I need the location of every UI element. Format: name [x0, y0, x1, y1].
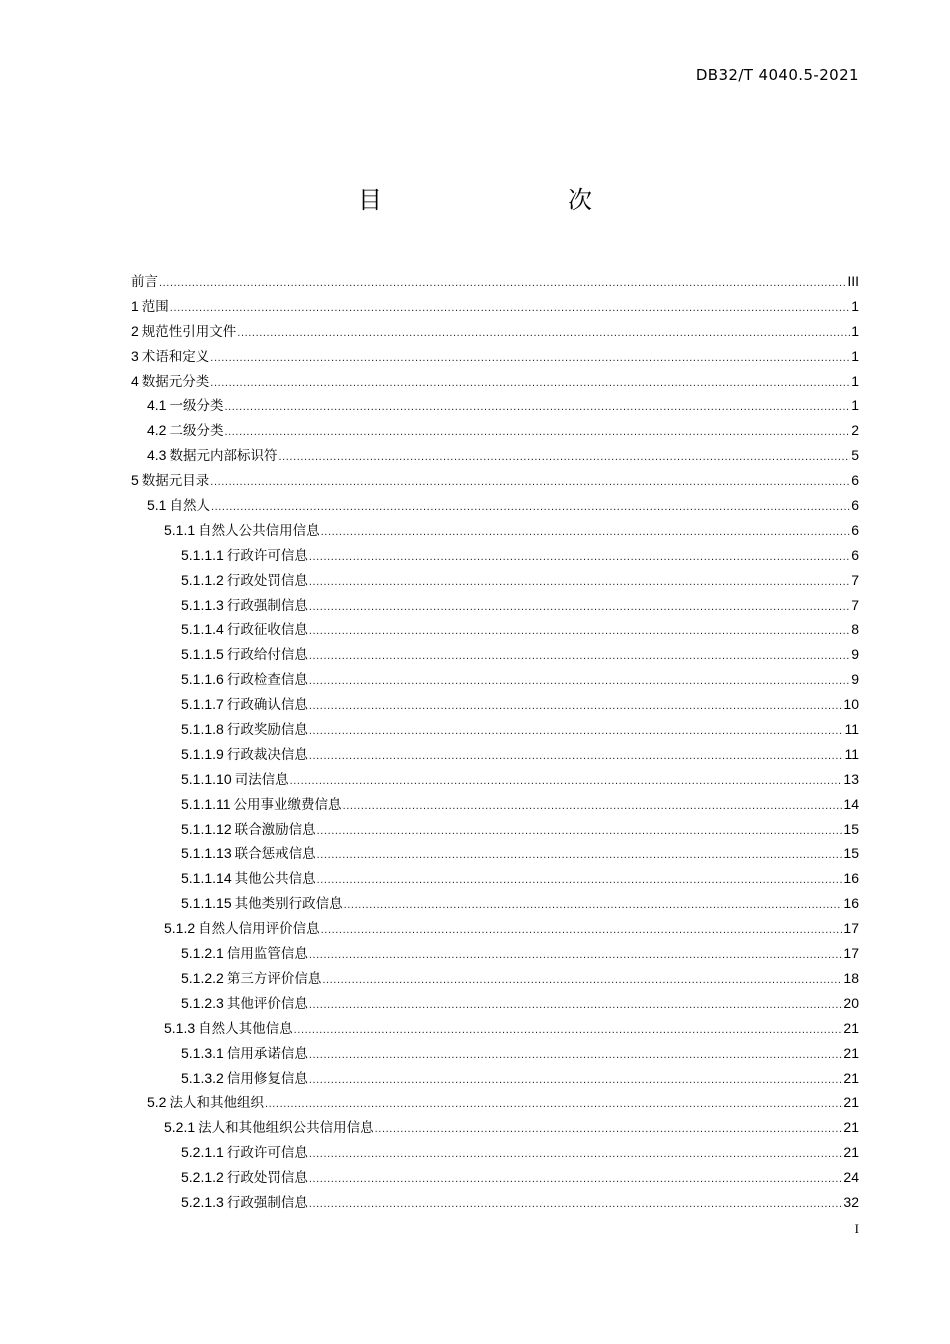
toc-entry-title — [181, 568, 308, 594]
toc-leader-dots — [321, 918, 843, 943]
toc-entry-page: 24 — [843, 1169, 859, 1186]
toc-entry-number: 3 — [131, 347, 139, 364]
toc-entry-number: 5.1.2.3 — [181, 994, 224, 1011]
toc-entry-number: 2 — [131, 322, 139, 339]
toc-entry-label: 法人和其他组织公共信用信息 — [198, 1120, 374, 1137]
toc-entry-page: 17 — [843, 945, 859, 962]
toc-entry[interactable] — [131, 1140, 859, 1165]
toc-entry-number: 5.1.1 — [164, 521, 196, 538]
toc-entry[interactable] — [131, 1165, 859, 1190]
toc-entry-label: 行政强制信息 — [226, 597, 308, 614]
toc-leader-dots — [309, 1043, 843, 1068]
toc-entry-title — [181, 543, 308, 569]
toc-entry-label: 公用事业缴费信息 — [233, 796, 342, 813]
toc-entry-label: 行政处罚信息 — [226, 1170, 308, 1187]
toc-entry-page: 9 — [851, 646, 859, 663]
toc-entry-title — [147, 493, 210, 519]
toc-entry[interactable] — [131, 966, 859, 991]
toc-entry-number: 5.1.1.13 — [181, 845, 232, 862]
toc-entry-title — [181, 1190, 308, 1216]
toc-entry-title — [181, 817, 316, 843]
toc-entry-number: 5.1.1.4 — [181, 621, 224, 638]
toc-entry[interactable] — [131, 269, 859, 294]
toc-entry-label: 数据元分类 — [141, 373, 210, 390]
toc-entry-page: 9 — [851, 671, 859, 688]
toc-entry-number: 1 — [131, 297, 139, 314]
toc-entry-title — [181, 1066, 308, 1092]
toc-entry-number: 5.1.3 — [164, 1019, 196, 1036]
toc-leader-dots — [265, 1092, 842, 1117]
toc-entry-title — [181, 966, 321, 992]
toc-entry[interactable] — [131, 866, 859, 891]
toc-entry-label: 行政许可信息 — [226, 1145, 308, 1162]
toc-entry-page: 18 — [843, 969, 859, 986]
toc-entry-page: 13 — [843, 770, 859, 787]
toc-entry-number: 5.1.1.2 — [181, 571, 224, 588]
toc-entry-title — [181, 717, 308, 743]
toc-entry-title — [181, 593, 308, 619]
toc-entry-page: 8 — [851, 621, 859, 638]
toc-entry[interactable] — [131, 692, 859, 717]
toc-entry-page: 16 — [843, 895, 859, 912]
toc-entry-number: 5.1.1.10 — [181, 770, 232, 787]
toc-entry-label: 数据元目录 — [141, 473, 210, 490]
toc-entry-page: 21 — [843, 1069, 859, 1086]
toc-entry-title — [164, 518, 320, 544]
toc-entry-number: 5.1.1.1 — [181, 546, 224, 563]
toc-entry-title — [181, 792, 342, 818]
toc-entry-label: 行政许可信息 — [226, 547, 308, 564]
toc-entry-title — [181, 841, 316, 867]
toc-entry[interactable] — [131, 294, 859, 319]
toc-leader-dots — [210, 470, 850, 495]
toc-entry-title — [181, 991, 308, 1017]
toc-entry-page: 17 — [843, 920, 859, 937]
toc-entry-title — [131, 369, 209, 395]
toc-leader-dots — [344, 893, 843, 918]
toc-entry-label: 信用修复信息 — [226, 1070, 308, 1087]
toc-entry-label: 行政检查信息 — [226, 672, 308, 689]
toc-entry-title — [181, 742, 308, 768]
toc-entry-number: 5.1.1.15 — [181, 895, 232, 912]
toc-leader-dots — [309, 744, 844, 769]
toc-entry-title — [181, 667, 308, 693]
toc-entry-number: 4.2 — [147, 422, 167, 439]
toc-leader-dots — [321, 520, 851, 545]
toc-entry-label: 前言 — [131, 274, 158, 290]
toc-leader-dots — [375, 1117, 843, 1142]
toc-entry-page: III — [847, 273, 859, 289]
toc-entry-page: 21 — [843, 1119, 859, 1136]
toc-entry-title — [181, 767, 289, 793]
toc-entry-title — [181, 642, 308, 668]
toc-entry-page: 21 — [843, 1094, 859, 1111]
toc-entry[interactable] — [131, 742, 859, 767]
toc-entry-page: 32 — [843, 1193, 859, 1210]
toc-entry-number: 5.2 — [147, 1094, 167, 1111]
toc-entry[interactable] — [131, 667, 859, 692]
toc-entry-label: 信用监管信息 — [226, 946, 308, 963]
toc-entry-page: 10 — [843, 696, 859, 713]
toc-leader-dots — [317, 819, 843, 844]
toc-leader-dots — [309, 619, 850, 644]
toc-entry-page: 1 — [851, 372, 859, 389]
toc-entry-label: 自然人 — [169, 498, 210, 515]
toc-entry[interactable] — [131, 443, 859, 468]
toc-entry[interactable] — [131, 1041, 859, 1066]
toc-entry-page: 6 — [851, 521, 859, 538]
toc-entry-title — [131, 344, 209, 370]
toc-leader-dots — [294, 1018, 843, 1043]
toc-leader-dots — [237, 321, 850, 346]
toc-entry-title — [147, 1090, 264, 1116]
toc-entry[interactable] — [131, 1190, 859, 1215]
toc-entry[interactable] — [131, 817, 859, 842]
toc-entry-label: 行政给付信息 — [226, 647, 308, 664]
toc-leader-dots — [317, 868, 843, 893]
toc-entry-label: 行政征收信息 — [226, 622, 308, 639]
toc-entry-page: 6 — [851, 472, 859, 489]
toc-entry[interactable] — [131, 891, 859, 916]
toc-entry-label: 二级分类 — [169, 423, 224, 440]
toc-entry-number: 5.1.1.3 — [181, 596, 224, 613]
toc-entry-title — [164, 916, 320, 942]
toc-entry-page: 21 — [843, 1144, 859, 1161]
toc-leader-dots — [309, 1167, 843, 1192]
toc-leader-dots — [309, 1142, 843, 1167]
toc-entry[interactable] — [131, 393, 859, 418]
toc-entry-title — [181, 1140, 308, 1166]
toc-entry-number: 5.1.1.14 — [181, 870, 232, 887]
toc-entry-label: 其他评价信息 — [226, 995, 308, 1012]
toc-entry-label: 一级分类 — [169, 398, 224, 415]
toc-leader-dots — [309, 719, 844, 744]
toc-entry[interactable] — [131, 518, 859, 543]
toc-entry-label: 术语和定义 — [141, 348, 210, 365]
toc-entry-title — [147, 443, 277, 469]
toc-leader-dots — [309, 545, 850, 570]
toc-entry-title — [181, 1041, 308, 1067]
toc-entry-label: 司法信息 — [234, 771, 289, 788]
table-of-contents — [131, 269, 859, 1215]
toc-entry[interactable] — [131, 468, 859, 493]
toc-entry-number: 5.1.1.12 — [181, 820, 232, 837]
toc-entry-label: 范围 — [141, 298, 169, 315]
toc-entry-number: 5.1.1.9 — [181, 745, 224, 762]
toc-entry-title — [164, 1016, 293, 1042]
toc-entry-page: 16 — [843, 870, 859, 887]
toc-entry[interactable] — [131, 543, 859, 568]
toc-entry-page: 15 — [843, 845, 859, 862]
toc-entry-number: 5.1.2.1 — [181, 945, 224, 962]
toc-entry-label: 自然人其他信息 — [198, 1020, 293, 1037]
toc-entry-title — [147, 418, 223, 444]
toc-entry-title — [181, 692, 308, 718]
toc-entry[interactable] — [131, 991, 859, 1016]
page-title: 目 次 — [358, 186, 638, 214]
toc-entry[interactable] — [131, 941, 859, 966]
toc-leader-dots — [278, 445, 850, 470]
toc-entry-number: 5.1.2 — [164, 920, 196, 937]
toc-entry-number: 5.1.3.2 — [181, 1069, 224, 1086]
toc-entry-title — [181, 941, 308, 967]
toc-entry[interactable] — [131, 1115, 859, 1140]
toc-leader-dots — [309, 943, 843, 968]
toc-entry-page: 1 — [851, 347, 859, 364]
toc-entry[interactable] — [131, 792, 859, 817]
toc-leader-dots — [309, 1068, 843, 1093]
page-number: I — [854, 1221, 859, 1236]
toc-leader-dots — [170, 296, 850, 321]
toc-entry-title — [131, 468, 209, 494]
toc-entry-label: 自然人信用评价信息 — [198, 921, 320, 938]
toc-entry[interactable] — [131, 344, 859, 369]
toc-entry-number: 5.2.1.3 — [181, 1193, 224, 1210]
toc-entry[interactable] — [131, 1090, 859, 1115]
toc-entry-number: 5.1 — [147, 497, 167, 514]
toc-entry-page: 21 — [843, 1019, 859, 1036]
toc-leader-dots — [309, 570, 850, 595]
toc-leader-dots — [309, 669, 850, 694]
toc-entry-title — [131, 319, 236, 345]
toc-entry-number: 5.2.1 — [164, 1119, 196, 1136]
toc-entry-number: 5.2.1.2 — [181, 1169, 224, 1186]
toc-entry[interactable] — [131, 841, 859, 866]
toc-entry-label: 联合惩戒信息 — [234, 846, 316, 863]
toc-entry-number: 5.1.1.5 — [181, 646, 224, 663]
toc-entry-page: 20 — [843, 994, 859, 1011]
toc-leader-dots — [309, 595, 850, 620]
toc-entry-number: 5.1.1.8 — [181, 721, 224, 738]
toc-entry-title — [181, 866, 316, 892]
toc-entry-number: 5.1.1.7 — [181, 696, 224, 713]
toc-leader-dots — [309, 644, 850, 669]
toc-entry-page: 7 — [851, 596, 859, 613]
toc-entry-page: 1 — [851, 397, 859, 414]
toc-entry[interactable] — [131, 767, 859, 792]
toc-entry[interactable] — [131, 1016, 859, 1041]
toc-entry-page: 11 — [844, 745, 859, 762]
toc-entry-label: 联合激励信息 — [234, 821, 316, 838]
toc-entry-label: 行政确认信息 — [226, 697, 308, 714]
toc-entry-label: 行政裁决信息 — [226, 746, 308, 763]
toc-leader-dots — [224, 395, 850, 420]
toc-entry-page: 21 — [843, 1044, 859, 1061]
toc-entry-page: 5 — [851, 447, 859, 464]
toc-entry-number: 4 — [131, 372, 139, 389]
toc-leader-dots — [159, 271, 846, 296]
toc-entry[interactable] — [131, 493, 859, 518]
toc-entry[interactable] — [131, 717, 859, 742]
toc-entry-number: 5.1.1.6 — [181, 671, 224, 688]
toc-entry-page: 1 — [851, 322, 859, 339]
toc-entry-label: 其他公共信息 — [234, 871, 316, 888]
toc-entry[interactable] — [131, 593, 859, 618]
toc-entry-label: 其他类别行政信息 — [234, 896, 343, 913]
toc-entry-title — [181, 891, 343, 917]
toc-leader-dots — [211, 495, 850, 520]
toc-leader-dots — [210, 371, 850, 396]
toc-entry-number: 5.1.2.2 — [181, 969, 224, 986]
toc-entry-label: 信用承诺信息 — [226, 1045, 308, 1062]
toc-entry[interactable] — [131, 568, 859, 593]
toc-entry-label: 自然人公共信用信息 — [198, 522, 320, 539]
toc-entry-page: 6 — [851, 497, 859, 514]
toc-leader-dots — [224, 420, 850, 445]
toc-entry-label: 行政处罚信息 — [226, 572, 308, 589]
toc-leader-dots — [343, 794, 843, 819]
toc-entry-title — [181, 1165, 308, 1191]
toc-entry[interactable] — [131, 1066, 859, 1091]
toc-entry-label: 法人和其他组织 — [169, 1095, 264, 1112]
toc-entry-title — [131, 270, 158, 295]
toc-entry-label: 行政强制信息 — [226, 1194, 308, 1211]
toc-entry-title — [181, 617, 308, 643]
toc-leader-dots — [322, 968, 842, 993]
toc-entry-page: 1 — [851, 297, 859, 314]
document-code: DB32/T 4040.5-2021 — [695, 66, 859, 84]
toc-leader-dots — [317, 843, 843, 868]
toc-entry-number: 5.1.3.1 — [181, 1044, 224, 1061]
toc-entry[interactable] — [131, 418, 859, 443]
toc-entry[interactable] — [131, 369, 859, 394]
toc-entry-number: 5.1.1.11 — [181, 795, 231, 812]
toc-leader-dots — [309, 993, 843, 1018]
toc-entry-label: 行政奖励信息 — [226, 722, 308, 739]
toc-entry-label: 数据元内部标识符 — [169, 448, 278, 465]
toc-entry[interactable] — [131, 916, 859, 941]
toc-entry[interactable] — [131, 642, 859, 667]
toc-entry-number: 5.2.1.1 — [181, 1144, 224, 1161]
toc-entry-title — [147, 393, 223, 419]
toc-leader-dots — [309, 1192, 843, 1217]
toc-entry[interactable] — [131, 617, 859, 642]
toc-entry-number: 5 — [131, 472, 139, 489]
toc-entry-label: 第三方评价信息 — [226, 970, 322, 987]
toc-entry-page: 15 — [843, 820, 859, 837]
toc-entry-page: 2 — [851, 422, 859, 439]
toc-entry-page: 6 — [851, 546, 859, 563]
toc-entry-page: 11 — [844, 721, 859, 738]
toc-entry-page: 7 — [851, 571, 859, 588]
toc-entry-number: 4.3 — [147, 447, 167, 464]
toc-leader-dots — [309, 694, 843, 719]
toc-entry[interactable] — [131, 319, 859, 344]
toc-entry-title — [164, 1115, 374, 1141]
toc-entry-number: 4.1 — [147, 397, 167, 414]
toc-entry-label: 规范性引用文件 — [141, 323, 237, 340]
toc-leader-dots — [290, 769, 843, 794]
toc-entry-title — [131, 294, 169, 320]
toc-leader-dots — [210, 346, 850, 371]
toc-entry-page: 14 — [843, 795, 859, 812]
